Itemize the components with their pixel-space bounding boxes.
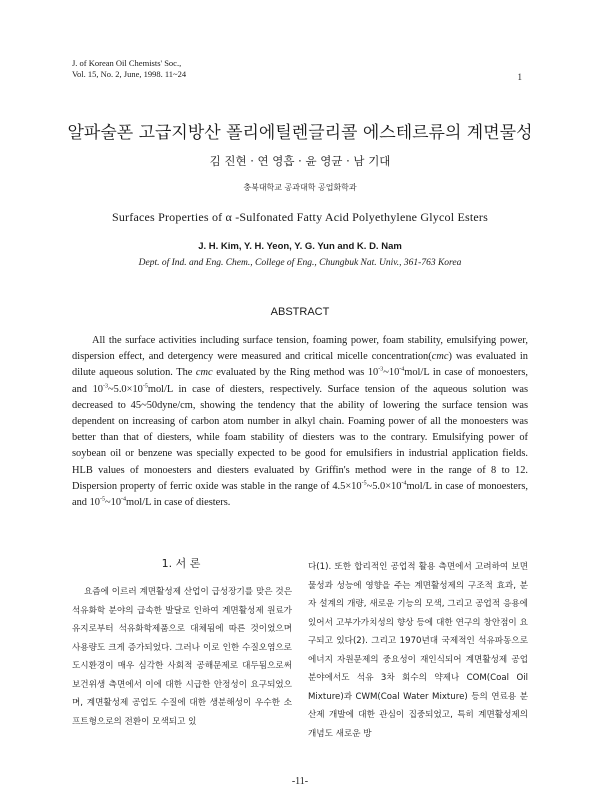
intro-text-right: 다(1). 또한 합리적인 공업적 활용 측면에서 고려하여 보면 물성과 성능에 영향을 주는 계면활성제의 구조적 효과, 분자 설계의 개량, 새로운 기능의 모색, 그리고 공업적 응용에 있어서 고부가가치성의 향상 등에 대한 연구의 창안점이 요구되고 있다(2). 그리고 1970년대 국제적인 석유파동으로 에너지 자원문제의 중요성이 재인식되어 계면활성제 공업분야에서도 석유 3차 회수의 약제나 COM(Coal Oil Mixture)과 CWM(Coal Water Mixture) 등의 연료용 분산제 개발에 대한 관심이 집중되었고, 특히 계면활성제의 개념도 새로운 방 [308, 562, 528, 739]
english-authors: J. H. Kim, Y. H. Yeon, Y. G. Yun and K. D. Nam [198, 241, 402, 252]
korean-title: 알파술폰 고급지방산 폴리에틸렌글리콜 에스테르류의 계면물성 [67, 123, 533, 143]
abstract-paragraph: All the surface activities including surface tension, foaming power, foam stability, emulsifying power, dispersion effect, and detergency were measured and critical micelle concentration(cmc) was evaluated in dilute aqueous solution. The cmc evaluated by the Ring method was $10^{-3}\sim 10^{-4}mol/L$ in case of monoesters, and $10^{-3}\sim 5.0\times 10^{-5}mol/L$ in case of diesters, respectively. Surface tension of the aqueous solution was decreased to 45~50dyne/cm, showing the tendency that the ability of lowering the surface tension was dependent on increasing of carbon atom number in alkyl chain. Foaming power of all the monoesters was better than that of diesters, while foam stability of diesters was to the contrary. Emulsifying power of soybean oil or benzene was specially expected to be good for emulsifiers in industrial application fields. HLB values of monoesters and diesters evaluated by Griffin's method were in the range of 8 to 12. Dispersion property of ferric oxide was stable in the range of $4.5\times 10^{-5}\sim 5.0\times 10^{-4}mol/L$ in case of monoesters, and $10^{-5}\sim 10^{-4}mol/L$ in case of diesters. [72, 335, 528, 509]
page-number-bottom: -11- [291, 776, 309, 787]
section-heading-introduction: 1. 서 론 [161, 557, 201, 570]
body-column-left [72, 583, 292, 731]
page-number-top: 1 [517, 72, 522, 82]
journal-line-1: J. of Korean Oil Chemists' Soc., [72, 58, 182, 68]
intro-text-left: 요즘에 이르러 계면활성제 산업이 급성장기를 맞은 것은 석유화학 분야의 급속한 발달로 인하여 계면활성제 원료가 유지로부터 석유화학제품으로 대체됨에 따른 것이었으며 사용량도 크게 증가되었다. 그러나 이로 인한 수질오염으로 도시환경이 매우 심각한 사회적 공해문제로 대두됨으로써 보건위생 측면에서 이에 대한 시급한 안정성이 요구되었으며, 계면활성제 공업도 수질에 대한 생분해성이 우수한 소프트형으로의 전환이 모색되고 있 [72, 587, 292, 727]
journal-line-2: Vol. 15, No. 2, June, 1998. 11~24 [72, 69, 187, 79]
korean-affiliation: 충북대학교 공과대학 공업화학과 [243, 183, 357, 192]
english-affiliation: Dept. of Ind. and Eng. Chem., College of Eng., Chungbuk Nat. Univ., 361-763 Korea [138, 258, 462, 268]
korean-authors: 김 진현 · 연 영흡 · 윤 영균 · 남 기대 [209, 154, 391, 168]
abstract-heading: ABSTRACT [270, 306, 330, 318]
english-title: Surfaces Properties of α -Sulfonated Fatty Acid Polyethylene Glycol Esters [111, 210, 488, 224]
journal-citation [72, 58, 186, 80]
abstract-body [72, 333, 528, 511]
body-column-right [308, 558, 528, 743]
